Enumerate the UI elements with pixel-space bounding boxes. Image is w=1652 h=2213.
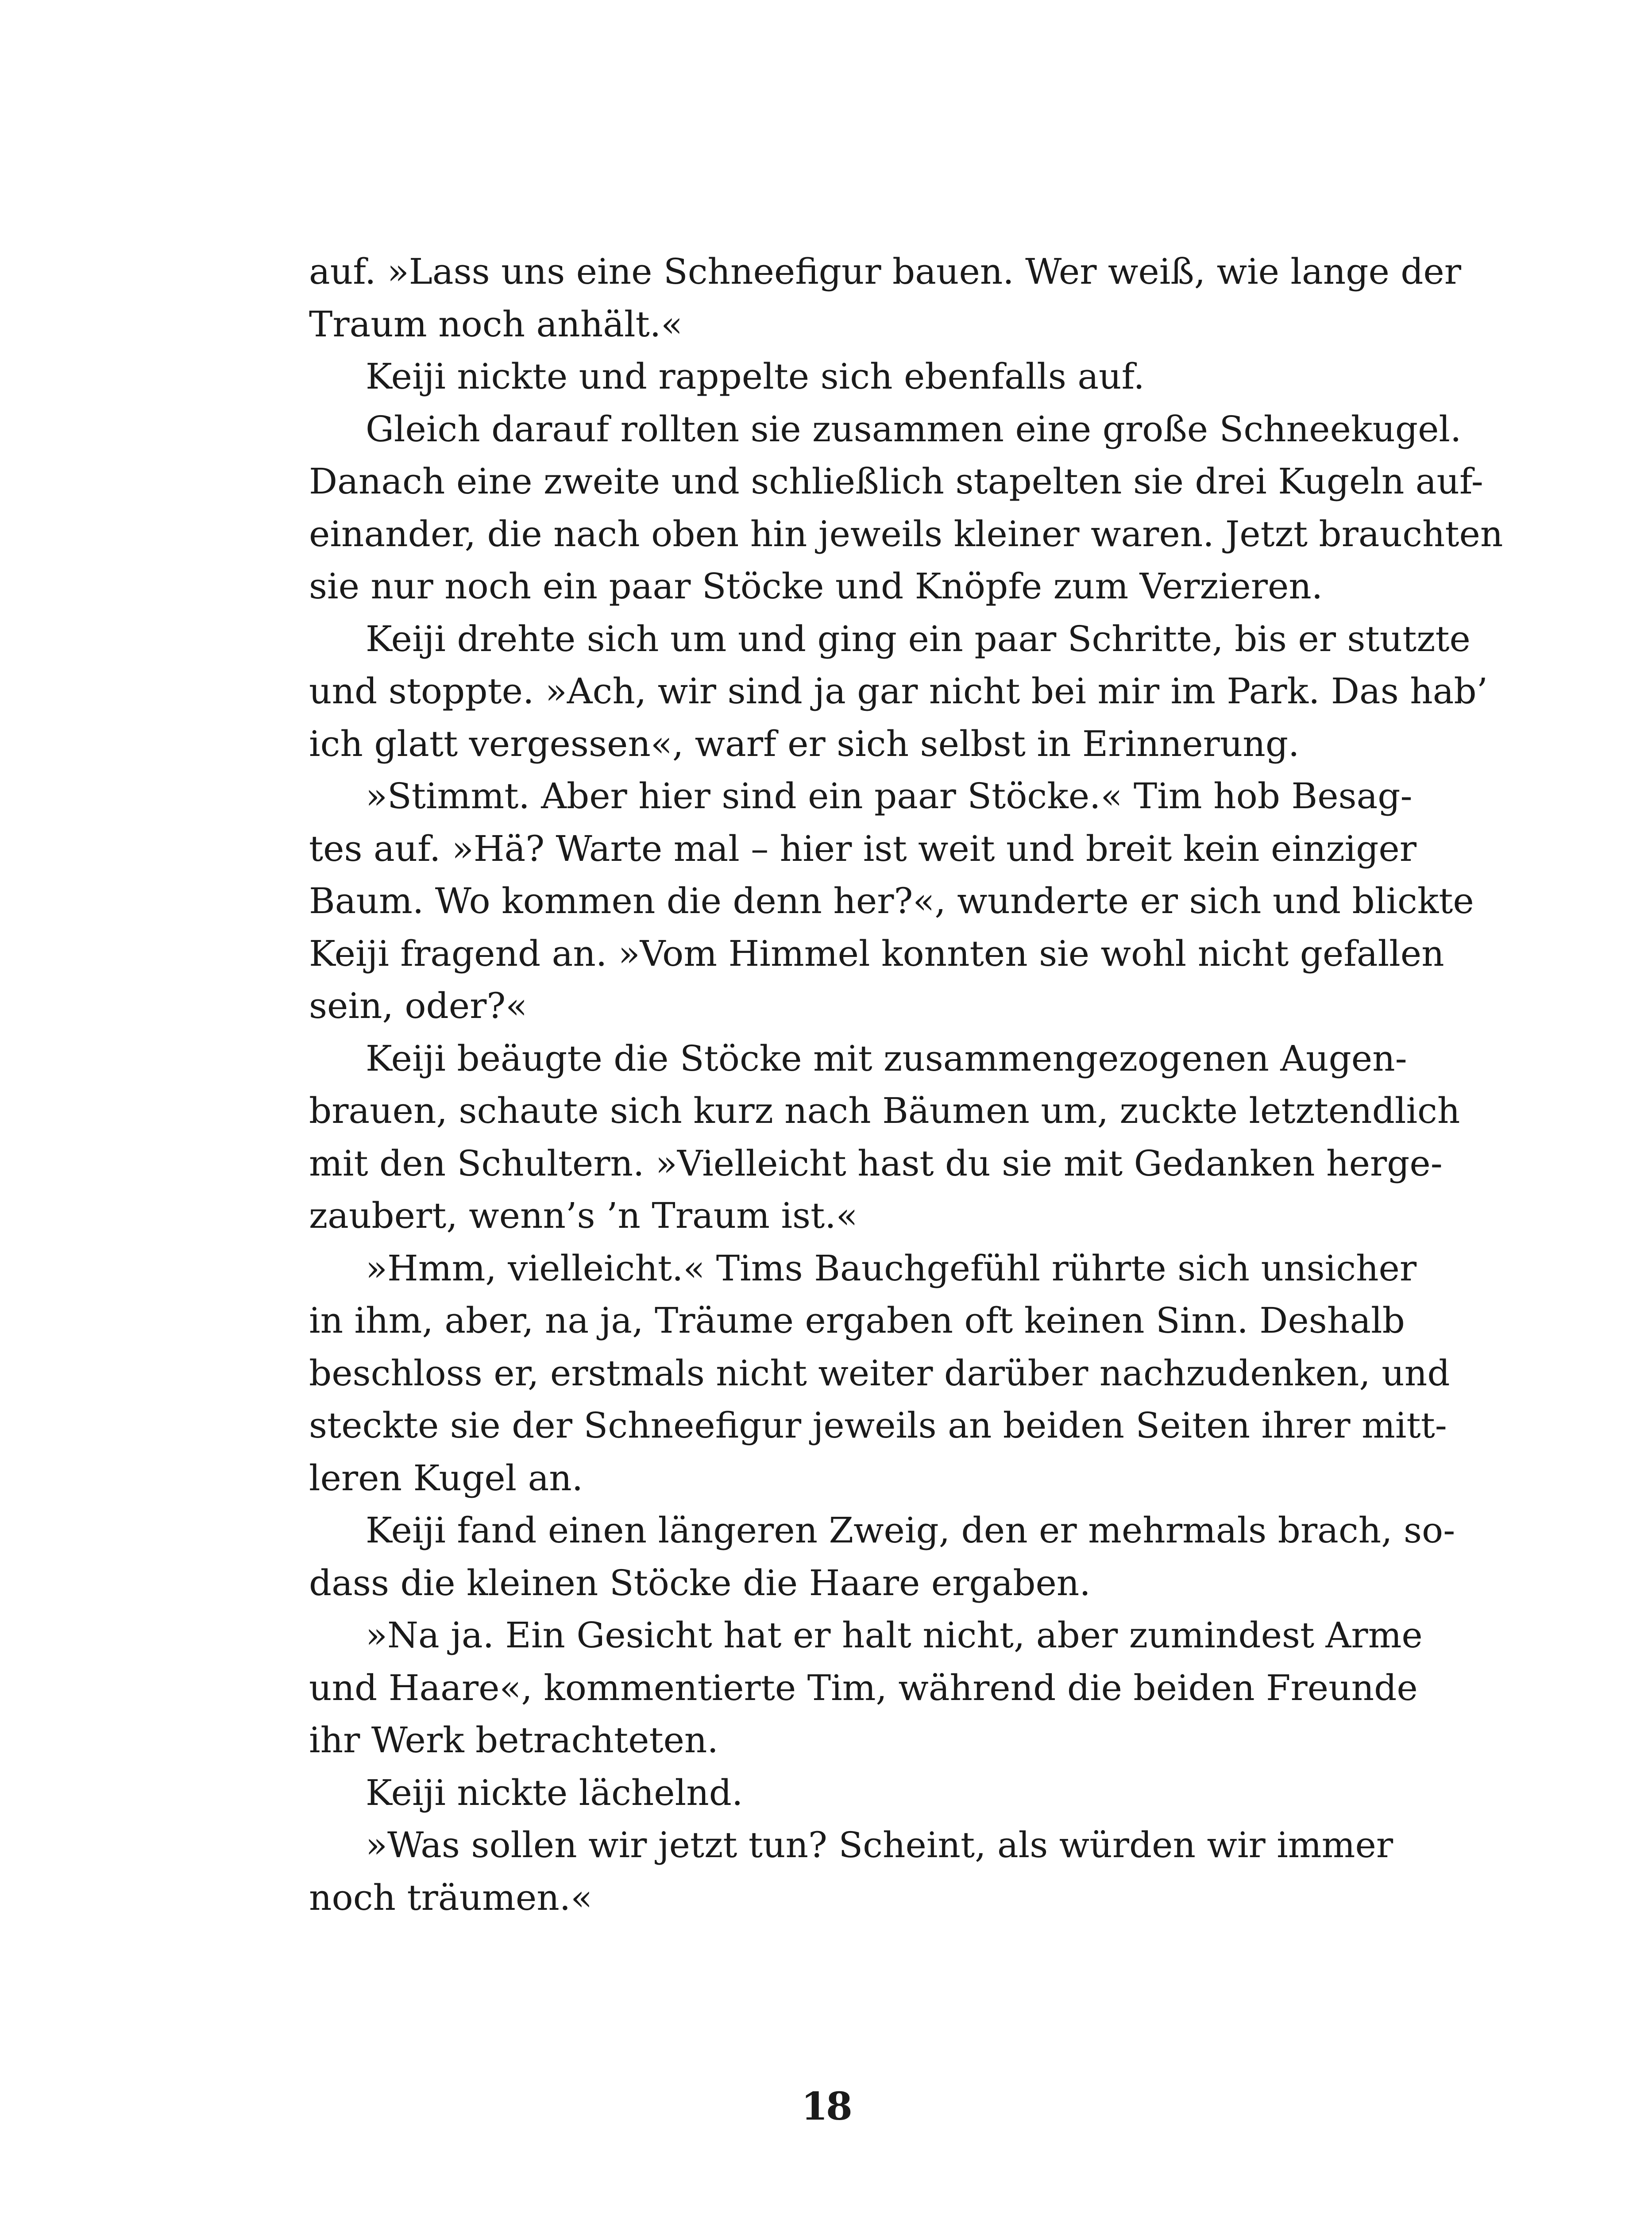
text-line: ihr Werk betrachteten. (309, 1720, 718, 1761)
text-line: »Was sollen wir jetzt tun? Scheint, als würden wir immer (366, 1824, 1393, 1866)
text-line: tes auf. »Hä? Warte mal – hier ist weit und breit kein einziger (309, 828, 1417, 869)
text-line: sein, oder?« (309, 985, 528, 1026)
text-line: in ihm, aber, na ja, Träume ergaben oft keinen Sinn. Deshalb (309, 1300, 1405, 1341)
text-line: brauen, schaute sich kurz nach Bäumen um, zuckte letztendlich (309, 1090, 1460, 1131)
text-line: auf. »Lass uns eine Schneefigur bauen. Wer weiß, wie lange der (309, 251, 1462, 292)
text-line: Keiji beäugte die Stöcke mit zusammengezogenen Augen- (366, 1037, 1407, 1079)
text-line: »Hmm, vielleicht.« Tims Bauchgefühl rührte sich unsicher (366, 1247, 1417, 1289)
text-line: und stoppte. »Ach, wir sind ja gar nicht bei mir im Park. Das hab’ (309, 671, 1488, 712)
page-number: 18 (801, 2084, 851, 2129)
text-line: Keiji fand einen längeren Zweig, den er mehrmals brach, so- (366, 1510, 1455, 1551)
text-line: Keiji fragend an. »Vom Himmel konnten sie wohl nicht gefallen (309, 933, 1444, 974)
text-line: dass die kleinen Stöcke die Haare ergaben. (309, 1562, 1091, 1604)
text-line: leren Kugel an. (309, 1457, 583, 1499)
text-line: zaubert, wenn’s ’n Traum ist.« (309, 1195, 858, 1236)
text-line: »Na ja. Ein Gesicht hat er halt nicht, aber zumindest Arme (366, 1615, 1423, 1656)
text-line: und Haare«, kommentierte Tim, während die beiden Freunde (309, 1667, 1418, 1708)
text-line: noch träumen.« (309, 1877, 593, 1918)
text-line: Traum noch anhält.« (309, 303, 683, 345)
body-text (309, 246, 1503, 1924)
text-line: Gleich darauf rollten sie zusammen eine große Schneekugel. (366, 408, 1462, 450)
text-line: ich glatt vergessen«, warf er sich selbst in Erinnerung. (309, 723, 1300, 764)
text-line: sie nur noch ein paar Stöcke und Knöpfe zum Verzieren. (309, 566, 1323, 607)
text-line: mit den Schultern. »Vielleicht hast du sie mit Gedanken herge- (309, 1142, 1443, 1184)
text-line: beschloss er, erstmals nicht weiter darüber nachzudenken, und (309, 1352, 1450, 1394)
text-line: steckte sie der Schneefigur jeweils an beiden Seiten ihrer mitt- (309, 1405, 1447, 1446)
text-line: Keiji nickte lächelnd. (366, 1772, 743, 1813)
text-line: Keiji drehte sich um und ging ein paar Schritte, bis er stutzte (366, 618, 1471, 659)
text-line: einander, die nach oben hin jeweils kleiner waren. Jetzt brauchten (309, 513, 1503, 555)
text-line: Baum. Wo kommen die denn her?«, wunderte er sich und blickte (309, 880, 1474, 921)
text-line: Danach eine zweite und schließlich stapelten sie drei Kugeln auf- (309, 461, 1483, 502)
text-line: »Stimmt. Aber hier sind ein paar Stöcke.« Tim hob Besag- (366, 775, 1413, 817)
text-line: Keiji nickte und rappelte sich ebenfalls auf. (366, 356, 1145, 397)
